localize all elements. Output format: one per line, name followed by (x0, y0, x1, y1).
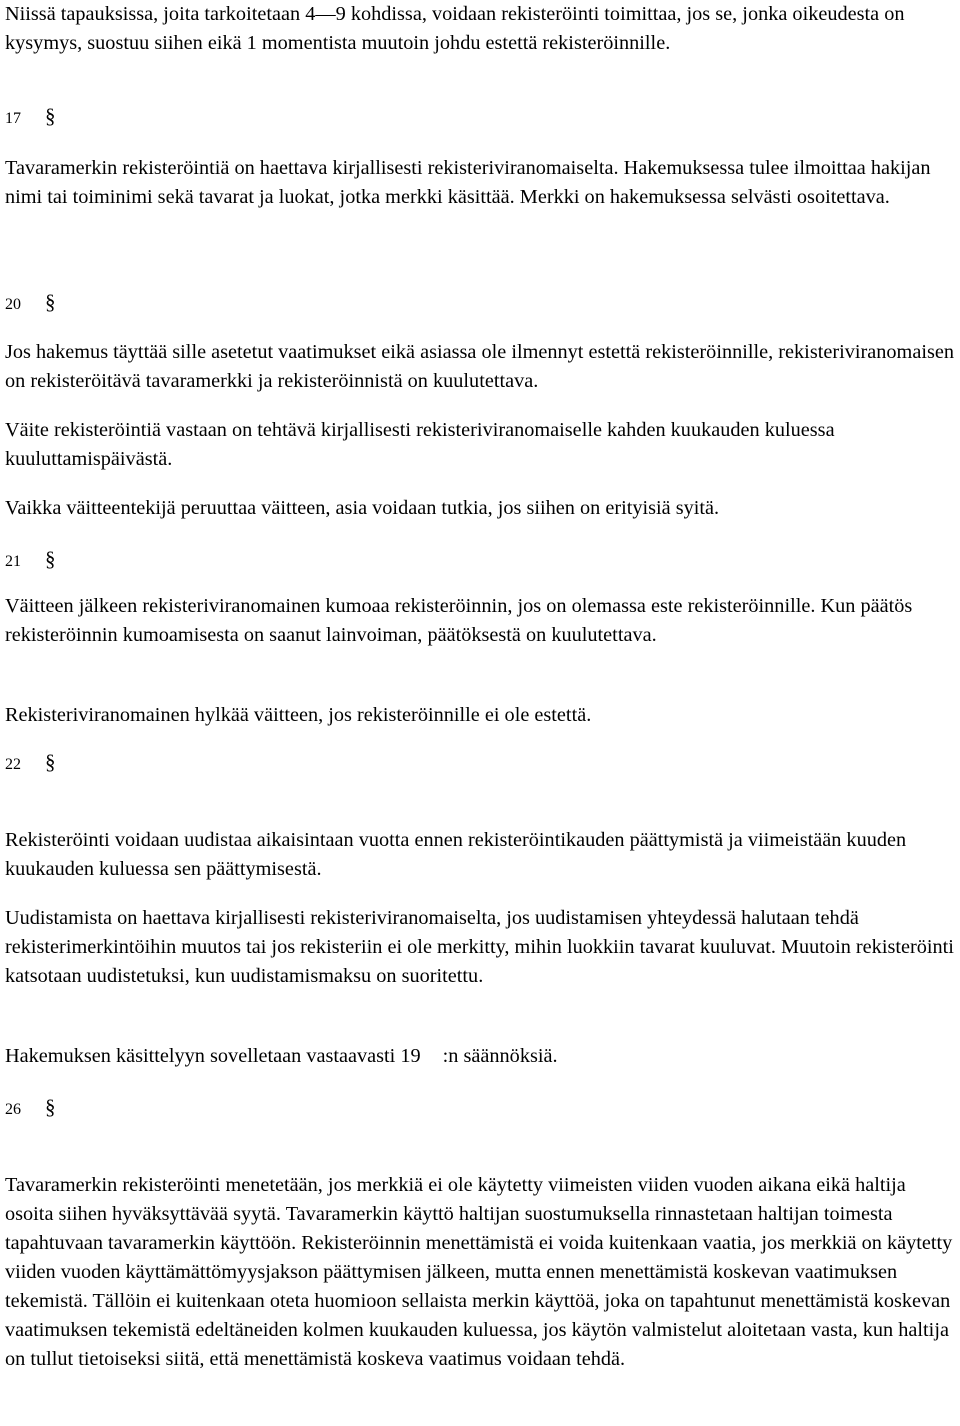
section-sign: § (45, 1095, 56, 1119)
paragraph-text-start: Hakemuksen käsittelyyn sovelletaan vastaavasti 19 (5, 1045, 421, 1067)
section-17-paragraph-1: Tavaramerkin rekisteröintiä on haettava kirjallisesti rekisteriviranomaiselta. Hakemuksessa tulee ilmoittaa hakijan nimi tai toiminimi sekä tavarat ja luokat, jotka merkki käsittää. Merkki on hakemuksessa selvästi osoitettava. (5, 157, 931, 208)
section-sign: § (45, 750, 56, 774)
section-26-heading (5, 1097, 56, 1120)
section-22-paragraph-2: Uudistamista on haettava kirjallisesti rekisteriviranomaiselta, jos uudistamisen yhteydessä halutaan tehdä rekisterimerkintöihin muutos tai jos rekisteriin ei ole merkitty, mihin luokkiin tavarat kuuluvat. Muutoin rekisteröinti katsotaan uudistetuksi, kun uudistamismaksu on suoritettu. (5, 907, 954, 987)
section-number: 20 (5, 296, 21, 313)
section-number: 26 (5, 1101, 21, 1118)
section-20-heading (5, 292, 56, 315)
section-sign: § (45, 547, 56, 571)
section-sign: § (45, 290, 56, 314)
section-21-paragraph-2: Rekisteriviranomainen hylkää väitteen, jos rekisteröinnille ei ole estettä. (5, 704, 592, 726)
section-20-paragraph-2: Väite rekisteröintiä vastaan on tehtävä kirjallisesti rekisteriviranomaiselle kahden kuukauden kuluessa kuuluttamispäivästä. (5, 419, 835, 470)
section-number: 17 (5, 110, 21, 127)
section-20-paragraph-3: Vaikka väitteentekijä peruuttaa väitteen, asia voidaan tutkia, jos siihen on erityisiä syitä. (5, 497, 720, 519)
section-20-paragraph-1: Jos hakemus täyttää sille asetetut vaatimukset eikä asiassa ole ilmennyt estettä rekisteröinnille, rekisteriviranomaisen on rekisteröitävä tavaramerkki ja rekisteröinnistä on kuulutettava. (5, 341, 954, 392)
paragraph-text-end: :n säännöksiä. (442, 1045, 558, 1067)
section-21-paragraph-1: Väitteen jälkeen rekisteriviranomainen kumoaa rekisteröinnin, jos on olemassa este rekisteröinnille. Kun päätös rekisteröinnin kumoamisesta on saanut lainvoiman, päätöksestä on kuulutettava. (5, 595, 913, 646)
section-sign: § (45, 104, 56, 128)
section-22-paragraph-1: Rekisteröinti voidaan uudistaa aikaisintaan vuotta ennen rekisteröintikauden päättymistä ja viimeistään kuuden kuukauden kuluessa sen päättymisestä. (5, 829, 907, 880)
section-number: 22 (5, 756, 21, 773)
section-17-heading (5, 106, 56, 129)
intro-paragraph: Niissä tapauksissa, joita tarkoitetaan 4—9 kohdissa, voidaan rekisteröinti toimittaa, jos se, jonka oikeudesta on kysymys, suostuu siihen eikä 1 momentista muutoin johdu estettä rekisteröinnille. (5, 3, 905, 54)
section-26-paragraph-1: Tavaramerkin rekisteröinti menetetään, jos merkkiä ei ole käytetty viimeisten viiden vuoden aikana eikä haltija osoita siihen hyväksyttävää syytä. Tavaramerkin käyttö haltijan suostumuksella rinnastetaan haltijan toimesta tapahtuvaan tavaramerkin käyttöön. Rekisteröinnin menettämistä ei voida kuitenkaan vaatia, jos merkkiä on käytetty viiden vuoden käyttämättömyysjakson päättymisen jälkeen, mutta ennen menettämistä koskevan vaatimuksen tekemistä. Tällöin ei kuitenkaan oteta huomioon sellaista merkin käyttöä, joka on tapahtunut menettämistä koskevan vaatimuksen tekemistä edeltäneiden kolmen kuukauden kuluessa, jos käytön valmistelut aloitetaan vasta, kun haltija on tullut tietoiseksi siitä, että menettämistä koskeva vaatimus voidaan tehdä. (5, 1174, 953, 1370)
section-number: 21 (5, 553, 21, 570)
section-22-heading (5, 752, 56, 775)
section-22-paragraph-3 (5, 1042, 955, 1071)
section-21-heading (5, 549, 56, 572)
